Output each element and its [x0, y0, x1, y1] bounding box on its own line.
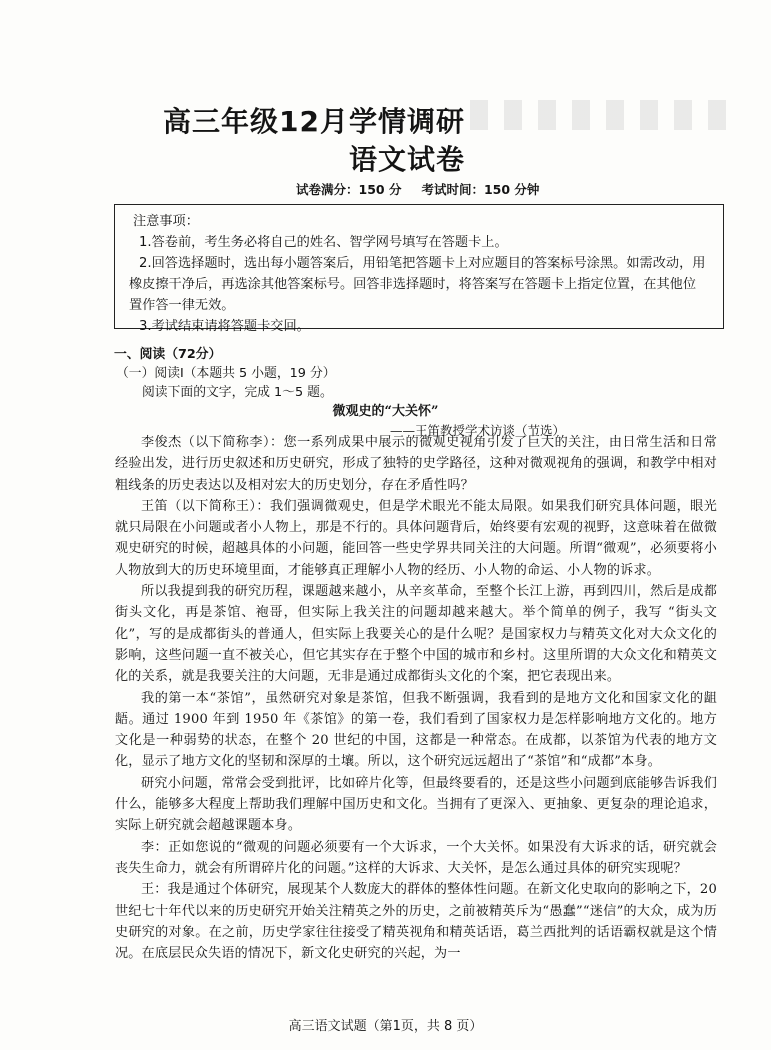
paragraph: 研究小问题，常常会受到批评，比如碎片化等，但最终要看的，还是这些小问题到底能够告诉我们什么，能够多大程度上帮助我们理解中国历史和文化。当拥有了更深入、更抽象、更复杂的理论追求，实际上研究就会超越课题本身。	[115, 775, 717, 834]
section-heading: 一、阅读（72分）	[114, 347, 222, 362]
notice-heading: 注意事项：	[133, 214, 199, 229]
article-subtitle: ——王笛教授学术访谈（节选）	[390, 423, 566, 438]
paragraph: 王笛（以下简称王）：我们强调微观史，但是学术眼光不能太局限。如果我们研究具体问题，眼光就只局限在小问题或者小人物上，那是不行的。具体问题背后，始终要有宏观的视野，这意味着在做微观史研究的时候，超越具体的小问题，能回答一些史学界共同关注的大问题。所谓“微观”，必须要将小人物放到大的历史环境里面，才能够真正理解小人物的经历、小人物的命运、小人物的诉求。	[115, 498, 717, 578]
notice-item: 1.答卷前，考生务必将自己的姓名、智学网号填写在答题卡上。	[139, 235, 508, 250]
article-title: 微观史的“大关怀”	[332, 404, 439, 419]
sub-section-heading: （一）阅读Ⅰ（本题共 5 小题，19 分）	[116, 366, 336, 381]
paragraph: 我的第一本“茶馆”，虽然研究对象是茶馆，但我不断强调，我看到的是地方文化和国家文化的龃龉。通过 1900 年到 1950 年《茶馆》的第一卷，我们看到了国家权力是怎样影响地方文化的。地方文化是一种弱势的状态，在整个 20 世纪的中国，这都是一种常态。在成都，以茶馆为代表的地方文化，显示了地方文化的坚韧和深厚的土壤。所以，这个研究远远超出了“茶馆”和“成都”本身。	[115, 690, 717, 770]
reading-instruction: 阅读下面的文字，完成 1～5 题。	[142, 385, 333, 400]
paragraph: 李：正如您说的“微观的问题必须要有一个大诉求，一个大关怀。如果没有大诉求的话，研究就会丧失生命力，就会有所谓碎片化的问题。”这样的大诉求、大关怀，是怎么通过具体的研究实现呢？	[115, 839, 717, 876]
bleed-through-shadow	[470, 100, 730, 130]
exam-meta	[296, 180, 559, 198]
full-score: 试卷满分：150 分	[296, 182, 402, 197]
exam-title: 高三年级12月学情调研	[163, 105, 465, 138]
notice-item: 3.考试结束请将答题卡交回。	[139, 319, 310, 334]
paragraph: 所以我提到我的研究历程，课题越来越小，从辛亥革命，至整个长江上游，再到四川，然后是成都街头文化，再是茶馆、袍哥，但实际上我关注的问题却越来越大。举个简单的例子，我写 “街头文化”，写的是成都街头的普通人，但实际上我要关心的是什么呢？是国家权力与精英文化对大众文化的影响，这些问题一直不被关心，但它其实存在于整个中国的城市和乡村。这里所谓的大众文化和精英文化的关系，就是我要关注的大问题，无非是通过成都街头文化的个案，把它表现出来。	[115, 584, 717, 685]
article-body	[115, 432, 717, 964]
paragraph: 李俊杰（以下简称李）：您一系列成果中展示的微观史视角引发了巨大的关注，由日常生活和日常经验出发，进行历史叙述和历史研究，形成了独特的史学路径，这种对微观视角的强调，和教学中相对粗线条的历史表达以及相对宏大的历史划分，存在矛盾性吗？	[115, 435, 717, 493]
exam-subject: 语文试卷	[349, 143, 466, 176]
notice-item: 2.回答选择题时，选出每小题答案后，用铅笔把答题卡上对应题目的答案标号涂黑。如需改动，用橡皮擦干净后，再选涂其他答案标号。回答非选择题时，将答案写在答题卡上指定位置，在其他位置作答一律无效。	[129, 256, 706, 313]
page-footer: 高三语文试题（第1页，共 8 页）	[288, 1019, 483, 1034]
paragraph: 王：我是通过个体研究，展现某个人数庞大的群体的整体性问题。在新文化史取向的影响之下，20 世纪七十年代以来的历史研究开始关注精英之外的历史，之前被精英斥为“愚蠢”“迷信”的大众，成为历史研究的对象。在之前，历史学家往往接受了精英视角和精英话语，葛兰西批判的话语霸权就是这个情况。在底层民众失语的情况下，新文化史研究的兴起，为一	[115, 882, 717, 962]
exam-time: 考试时间：150 分钟	[421, 182, 540, 197]
notice-box	[114, 204, 724, 334]
